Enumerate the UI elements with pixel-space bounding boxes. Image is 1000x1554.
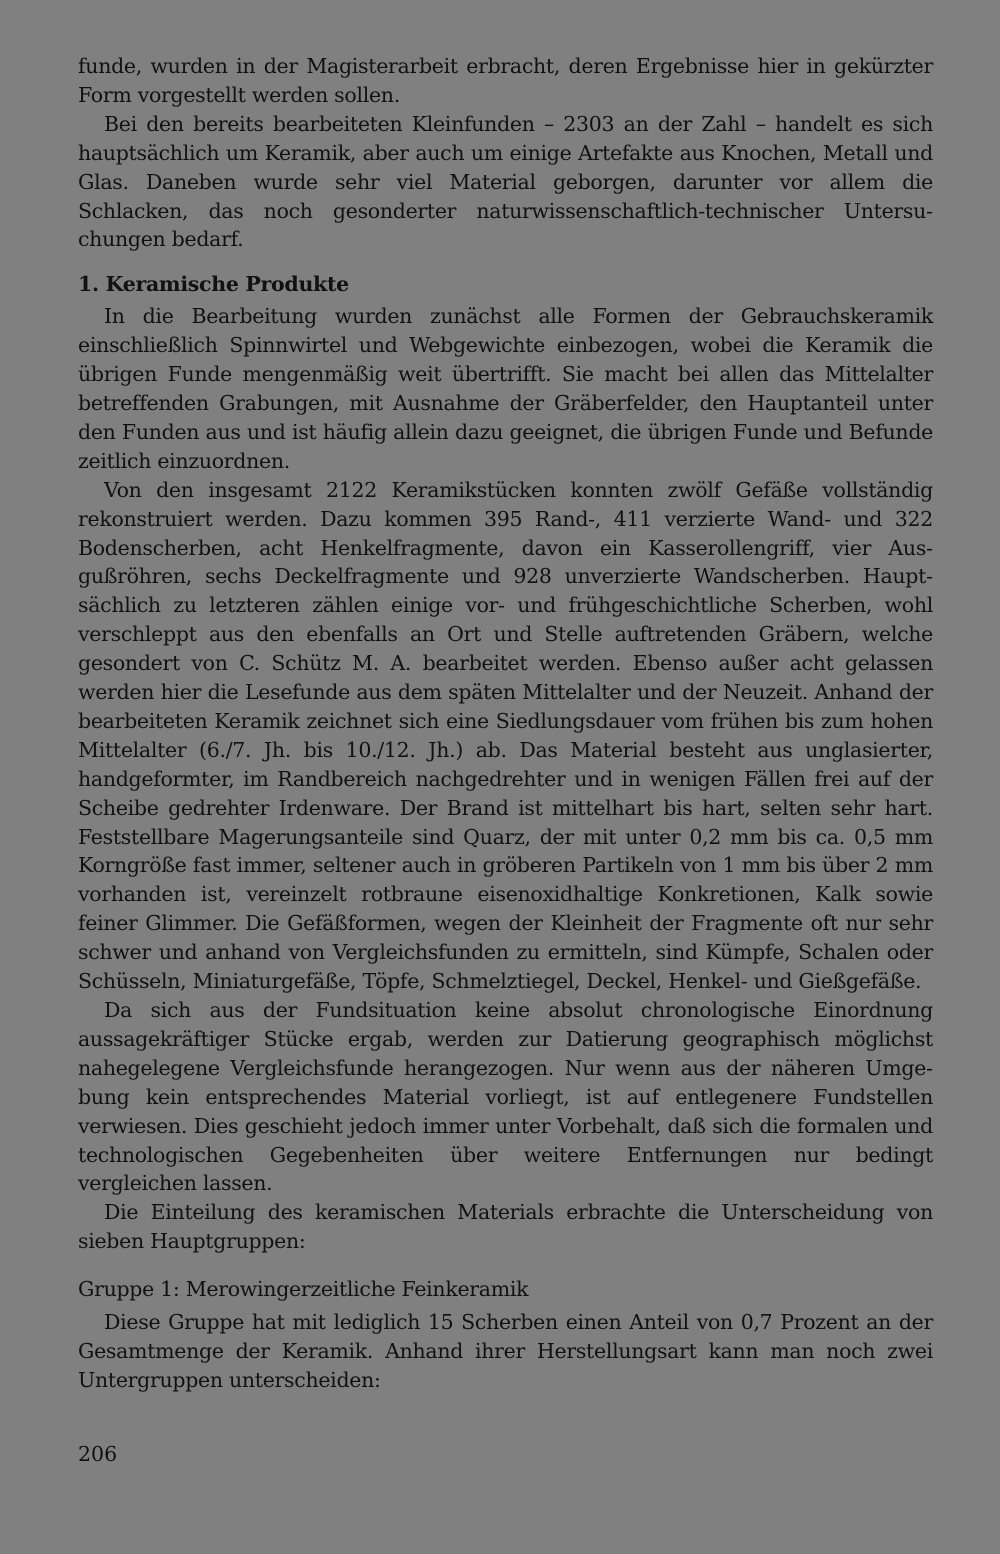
paragraph-bearbeitung: In die Bearbeitung wurden zunächst alle Formen der Gebrauchskeramik einschließlich Spinnwirtel und Webgewichte einbezogen, wobei die Keramik die übrigen Funde mengenmäßig weit übertrifft. Sie macht bei allen das Mittelalter betreffenden Grabungen, mit Ausnahme der Gräberfelder, den Hauptanteil unter den Funden aus und ist häufig allein dazu geeignet, die übrigen Funde und Befunde zeitlich einzuordnen. [78,304,933,473]
paragraph-einteilung: Die Einteilung des keramischen Materials erbrachte die Unterscheidung von sieben Hauptgruppen: [78,1200,933,1254]
paragraph-datierung: Da sich aus der Fundsituation keine absolut chronologische Einordnung aussagekräftiger Stücke ergab, werden zur Datierung geographisch möglichst nahegelegene Vergleichsfunde herangezogen. Nur wenn aus der näheren Umgebung kein entsprechendes Material vorliegt, ist auf entlegenere Fundstellen verwiesen. Dies geschieht jedoch immer unter Vorbehalt, daß sich die formalen und technologischen Gegebenheiten über weitere Entfernungen nur bedingt vergleichen lassen. [78,998,933,1196]
section-heading: 1. Keramische Produkte [78,272,349,297]
paragraph-keramikstuecke: Von den insgesamt 2122 Keramikstücken konnten zwölf Gefäße vollständig rekonstruiert werden. Dazu kommen 395 Rand-, 411 verzierte Wand- und 322 Bodenscherben, acht Henkelfragmente, davon ein Kasserollengriff, vier Ausgußröhren, sechs Deckelfragmente und 928 unverzierte Wandscherben. Hauptsächlich zu letzteren zählen einige vor- und frühgeschichtliche Scherben, wohl verschleppt aus den ebenfalls an Ort und Stelle auftretenden Gräbern, welche gesondert von C. Schütz M. A. bearbeitet werden. Ebenso außer acht gelassen werden hier die Lesefunde aus dem späten Mittelalter und der Neuzeit. Anhand der bearbeiteten Keramik zeichnet sich eine Siedlungsdauer vom frühen bis zum hohen Mittelalter (6./7. Jh. bis 10./12. Jh.) ab. Das Material besteht aus unglasierter, handgeformter, im Randbereich nachgedrehter und in wenigen Fällen frei auf der Scheibe gedrehter Irdenware. Der Brand ist mittelhart bis hart, selten sehr hart. Feststellbare Magerungsanteile sind Quarz, der mit unter 0,2 mm bis ca. 0,5 mm Korngröße fast immer, seltener auch in gröberen Partikeln von 1 mm bis über 2 mm vorhanden ist, vereinzelt rotbraune eisenoxidhaltige Konkretionen, Kalk sowie feiner Glimmer. Die Gefäßformen, wegen der Kleinheit der Fragmente oft nur sehr schwer und anhand von Vergleichsfunden zu ermitteln, sind Kümpfe, Schalen oder Schüsseln, Miniaturgefäße, Töpfe, Schmelztiegel, Deckel, Henkel- und Gießgefäße. [78,477,933,994]
group-heading: Gruppe 1: Merowingerzeitliche Feinkeramik [78,1277,529,1302]
paragraph-continuation: funde, wurden in der Magisterarbeit erbracht, deren Ergebnisse hier in gekürzter Form vorgestellt werden sollen. [78,54,933,107]
page-body [78,52,933,1395]
page-number: 206 [78,1442,118,1466]
paragraph-kleinfunde: Bei den bereits bearbeiteten Kleinfunden – 2303 an der Zahl – handelt es sich hauptsächlich um Keramik, aber auch um einige Artefakte aus Knochen, Metall und Glas. Daneben wurde sehr viel Material geborgen, darunter vor allem die Schlacken, das noch gesonderter naturwissenschaftlich-technischer Untersuchungen bedarf. [78,111,933,252]
paragraph-gruppe-1: Diese Gruppe hat mit lediglich 15 Scherben einen Anteil von 0,7 Prozent an der Gesamtmenge der Keramik. Anhand ihrer Herstellungsart kann man noch zwei Untergruppen unterscheiden: [78,1310,933,1392]
